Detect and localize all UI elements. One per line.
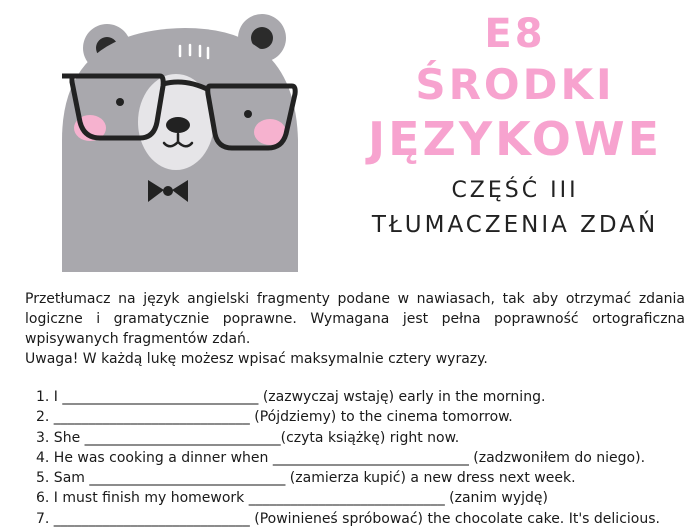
task-label: TŁUMACZENIA ZDAŃ bbox=[371, 212, 659, 238]
exercise-item: 2. ____________________________ (Pójdziemy) to the cinema tomorrow. bbox=[36, 409, 513, 426]
exercise-code: E8 bbox=[484, 11, 546, 57]
instructions-note: Uwaga! W każdą lukę możesz wpisać maksymalnie cztery wyrazy. bbox=[25, 351, 488, 367]
exercise-item: 7. ____________________________ (Powinieneś spróbować) the chocolate cake. It's delicious. bbox=[36, 510, 660, 527]
exercise-item: 6. I must finish my homework ____________________________ (zanim wyjdę) bbox=[36, 490, 548, 507]
bear-with-glasses-icon bbox=[60, 10, 305, 272]
exercise-list bbox=[36, 387, 686, 529]
part-label: CZĘŚĆ III bbox=[451, 178, 579, 203]
title-line-1: ŚRODKI bbox=[415, 60, 615, 109]
instructions bbox=[25, 289, 685, 369]
title-line-2: JĘZYKOWE bbox=[367, 112, 663, 166]
title-block bbox=[340, 10, 690, 237]
exercise-item: 1. I ____________________________ (zazwyczaj wstaję) early in the morning. bbox=[36, 389, 546, 405]
exercise-item: 3. She ____________________________(czyta książkę) right now. bbox=[36, 429, 460, 446]
exercise-item: 5. Sam ____________________________ (zamierza kupić) a new dress next week. bbox=[36, 470, 576, 487]
instructions-text: Przetłumacz na język angielski fragmenty podane w nawiasach, tak aby otrzymać zdania logiczne i gramatycznie poprawne. Wymagana jest pełna poprawność ortograficzna wpisywanych fragmentów zdań. bbox=[25, 291, 685, 347]
exercise-item: 4. He was cooking a dinner when ____________________________ (zadzwoniłem do niego). bbox=[36, 449, 646, 466]
